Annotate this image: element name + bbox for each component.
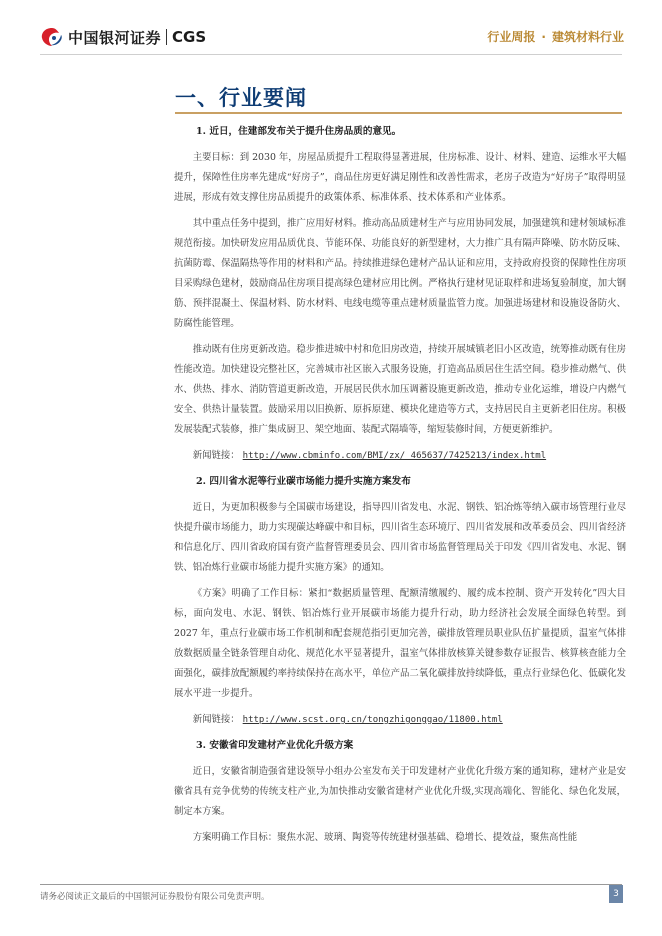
logo-english-name: CGS bbox=[172, 28, 207, 46]
report-type: 行业周报 bbox=[487, 30, 536, 44]
news-content bbox=[174, 120, 626, 854]
news-1-link-label: 新闻链接： bbox=[192, 450, 240, 461]
news-3-paragraph-1: 近日，安徽省制造强省建设领导小组办公室发布关于印发建材产业优化升级方案的通知称，建材产业是安徽省具有竞争优势的传统支柱产业,为加快推动安徽省建材产业优化升级,实现高端化、智能化、绿色化发展，制定本方案。 bbox=[174, 766, 626, 817]
news-2-paragraph-2: 《方案》明确了工作目标：紧扣“数据质量管理、配额清缴履约、履约成本控制、资产开发转化”四大目标，面向发电、水泥、钢铁、铝冶炼行业开展碳市场能力提升行动，助力经济社会发展全面绿色转型。到 2027 年，重点行业碳市场工作机制和配套规范指引更加完善，碳排放管理员职业队伍扩量提质，温室气体排放数据质量全链条管理自动化、规范化水平显著提升，温室气体排放核算关键参数存证报告、核算核查能力全面强化，碳排放配额履约率持续保持在高水平，单位产品二氧化碳排放持续降低，重点行业绿色化、低碳化发展水平进一步提升。 bbox=[174, 588, 626, 699]
news-1-paragraph-2: 其中重点任务中提到，推广应用好材料。推动高品质建材生产与应用协同发展，加强建筑和建材领域标准规范衔接。加快研发应用品质优良、节能环保、功能良好的新型建材，大力推广具有隔声降噪、防水防反味、抗菌防霉、保温隔热等作用的材料和产品。持续推进绿色建材产品认证和应用，支持政府投资的保障性住房项目采购绿色建材，鼓励商品住房项目提高绿色建材应用比例。严格执行建材见证取样和进场复验制度，加大钢筋、预拌混凝土、保温材料、防水材料、电线电缆等重点建材质量监管力度。加强进场建材和设施设备防火、防腐性能管理。 bbox=[174, 218, 626, 329]
news-2-paragraph-1: 近日，为更加积极参与全国碳市场建设，指导四川省发电、水泥、钢铁、铝冶炼等纳入碳市场管理行业尽快提升碳市场能力，助力实现碳达峰碳中和目标，四川省生态环境厅、四川省发展和改革委员会、四川省经济和信息化厅、四川省政府国有资产监督管理委员会、四川省市场监督管理局关于印发《四川省发电、水泥、钢铁、铝冶炼行业碳市场能力提升实施方案》的通知。 bbox=[174, 502, 626, 573]
news-heading-1: 1. 近日，住建部发布关于提升住房品质的意见。 bbox=[196, 126, 402, 137]
page-number-badge: 3 bbox=[609, 885, 623, 903]
news-1-paragraph-3: 推动既有住房更新改造。稳步推进城中村和危旧房改造，持续开展城镇老旧小区改造，统筹推动既有住房性能改造。加快建设完整社区，完善城市社区嵌入式服务设施，打造高品质居住生活空间。稳步推动燃气、供水、供热、排水、消防管道更新改造，开展居民供水加压调蓄设施更新改造，推动专业化运维，增设户内燃气安全、供热计量装置。鼓励采用以旧换新、原拆原建、模块化建造等方式，支持居民自主更新老旧住房。积极发展装配式装修，推广集成厨卫、架空地面、装配式隔墙等，缩短装修时间，方便更新维护。 bbox=[174, 344, 626, 435]
news-heading-2: 2. 四川省水泥等行业碳市场能力提升实施方案发布 bbox=[196, 476, 411, 487]
news-1-paragraph-1: 主要目标：到 2030 年，房屋品质提升工程取得显著进展，住房标准、设计、材料、建造、运维水平大幅提升，保障性住房率先建成“好房子”，商品住房更好满足刚性和改善性需求，老房子改造为“好房子”取得明显进展，形成有效支撑住房品质提升的政策体系、标准体系、技术体系和产业体系。 bbox=[174, 152, 626, 203]
cgs-logo bbox=[40, 26, 206, 48]
header-report-category bbox=[487, 28, 624, 45]
cgs-logo-icon bbox=[40, 26, 64, 48]
news-2-link-line bbox=[174, 710, 626, 730]
header-dot: · bbox=[541, 29, 546, 44]
section-title: 一、行业要闻 bbox=[175, 85, 307, 110]
footer-disclaimer: 请务必阅读正文最后的中国银河证券股份有限公司免责声明。 bbox=[40, 892, 270, 902]
news-1-link[interactable]: http://www.cbminfo.com/BMI/zx/_465637/7425213/index.html bbox=[242, 451, 547, 461]
news-2-link-label: 新闻链接： bbox=[192, 714, 240, 725]
logo-chinese-name: 中国银河证券 bbox=[68, 28, 162, 47]
header-divider bbox=[40, 54, 622, 55]
footer-divider bbox=[40, 884, 622, 885]
news-heading-3: 3. 安徽省印发建材产业优化升级方案 bbox=[196, 740, 354, 751]
page-header bbox=[0, 0, 662, 72]
industry-name: 建筑材料行业 bbox=[551, 30, 624, 44]
news-2-link[interactable]: http://www.scst.org.cn/tongzhigonggao/11800.html bbox=[242, 715, 503, 725]
section-title-underline bbox=[175, 112, 622, 114]
logo-separator bbox=[166, 29, 167, 45]
news-1-link-line bbox=[174, 446, 626, 466]
news-3-paragraph-2: 方案明确工作目标：聚焦水泥、玻璃、陶瓷等传统建材强基础、稳增长、提效益，聚焦高性能 bbox=[192, 832, 578, 843]
